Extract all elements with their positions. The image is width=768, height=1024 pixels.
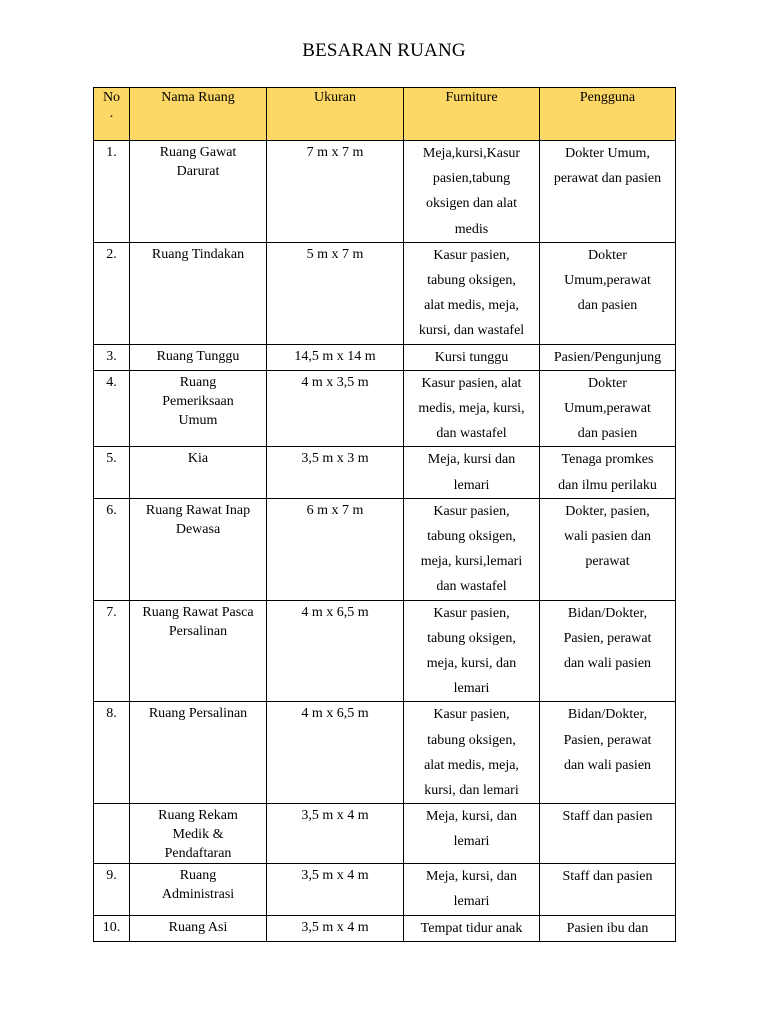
cell-user: Pasien/Pengunjung	[540, 344, 676, 370]
cell-size: 3,5 m x 4 m	[267, 804, 404, 864]
cell-user: Bidan/Dokter, Pasien, perawat dan wali pasien	[540, 702, 676, 804]
cell-furniture: Kasur pasien, tabung oksigen, meja, kursi,lemari dan wastafel	[404, 498, 540, 600]
cell-user: Tenaga promkes dan ilmu perilaku	[540, 447, 676, 498]
cell-size: 3,5 m x 4 m	[267, 864, 404, 915]
cell-no: 7.	[94, 600, 130, 702]
cell-room-name: Ruang Asi	[130, 915, 267, 941]
header-furniture: Furniture	[404, 88, 540, 141]
cell-no: 2.	[94, 242, 130, 344]
cell-room-name: Ruang Administrasi	[130, 864, 267, 915]
header-no: No .	[94, 88, 130, 141]
cell-furniture: Meja, kursi dan lemari	[404, 447, 540, 498]
cell-furniture: Tempat tidur anak	[404, 915, 540, 941]
cell-user: Bidan/Dokter, Pasien, perawat dan wali pasien	[540, 600, 676, 702]
table-row	[94, 498, 676, 600]
table-row	[94, 344, 676, 370]
cell-size: 6 m x 7 m	[267, 498, 404, 600]
cell-room-name: Ruang Pemeriksaan Umum	[130, 370, 267, 447]
cell-size: 3,5 m x 4 m	[267, 915, 404, 941]
table-row	[94, 447, 676, 498]
cell-user: Dokter Umum, perawat dan pasien	[540, 141, 676, 243]
cell-furniture: Meja,kursi,Kasur pasien,tabung oksigen dan alat medis	[404, 141, 540, 243]
cell-furniture: Meja, kursi, dan lemari	[404, 804, 540, 864]
header-size: Ukuran	[267, 88, 404, 141]
table-row	[94, 702, 676, 804]
cell-no: 4.	[94, 370, 130, 447]
cell-no: 5.	[94, 447, 130, 498]
cell-user: Dokter Umum,perawat dan pasien	[540, 242, 676, 344]
cell-furniture: Meja, kursi, dan lemari	[404, 864, 540, 915]
cell-size: 5 m x 7 m	[267, 242, 404, 344]
cell-furniture: Kasur pasien, tabung oksigen, alat medis, meja, kursi, dan wastafel	[404, 242, 540, 344]
cell-room-name: Ruang Rekam Medik & Pendaftaran	[130, 804, 267, 864]
cell-furniture: Kasur pasien, tabung oksigen, alat medis, meja, kursi, dan lemari	[404, 702, 540, 804]
cell-no: 6.	[94, 498, 130, 600]
cell-room-name: Ruang Rawat Pasca Persalinan	[130, 600, 267, 702]
cell-user: Pasien ibu dan	[540, 915, 676, 941]
cell-size: 14,5 m x 14 m	[267, 344, 404, 370]
table-row	[94, 242, 676, 344]
table-row	[94, 141, 676, 243]
cell-user: Dokter, pasien, wali pasien dan perawat	[540, 498, 676, 600]
cell-user: Staff dan pasien	[540, 804, 676, 864]
cell-user: Staff dan pasien	[540, 864, 676, 915]
table-row	[94, 915, 676, 941]
page-title: BESARAN RUANG	[302, 40, 466, 61]
cell-size: 4 m x 6,5 m	[267, 600, 404, 702]
cell-no	[94, 804, 130, 864]
cell-user: Dokter Umum,perawat dan pasien	[540, 370, 676, 447]
cell-size: 7 m x 7 m	[267, 141, 404, 243]
cell-room-name: Ruang Persalinan	[130, 702, 267, 804]
cell-room-name: Ruang Tunggu	[130, 344, 267, 370]
cell-furniture: Kasur pasien, alat medis, meja, kursi, dan wastafel	[404, 370, 540, 447]
table-row	[94, 864, 676, 915]
cell-no: 1.	[94, 141, 130, 243]
cell-room-name: Kia	[130, 447, 267, 498]
cell-no: 8.	[94, 702, 130, 804]
cell-no: 9.	[94, 864, 130, 915]
cell-room-name: Ruang Gawat Darurat	[130, 141, 267, 243]
cell-furniture: Kursi tunggu	[404, 344, 540, 370]
cell-no: 3.	[94, 344, 130, 370]
header-user: Pengguna	[540, 88, 676, 141]
cell-room-name: Ruang Rawat Inap Dewasa	[130, 498, 267, 600]
header-room-name: Nama Ruang	[130, 88, 267, 141]
table-row	[94, 600, 676, 702]
cell-room-name: Ruang Tindakan	[130, 242, 267, 344]
cell-size: 4 m x 3,5 m	[267, 370, 404, 447]
table-row	[94, 370, 676, 447]
cell-size: 3,5 m x 3 m	[267, 447, 404, 498]
table-row	[94, 804, 676, 864]
cell-size: 4 m x 6,5 m	[267, 702, 404, 804]
table-header-row	[94, 88, 676, 141]
room-size-table	[93, 87, 676, 942]
cell-no: 10.	[94, 915, 130, 941]
cell-furniture: Kasur pasien, tabung oksigen, meja, kursi, dan lemari	[404, 600, 540, 702]
